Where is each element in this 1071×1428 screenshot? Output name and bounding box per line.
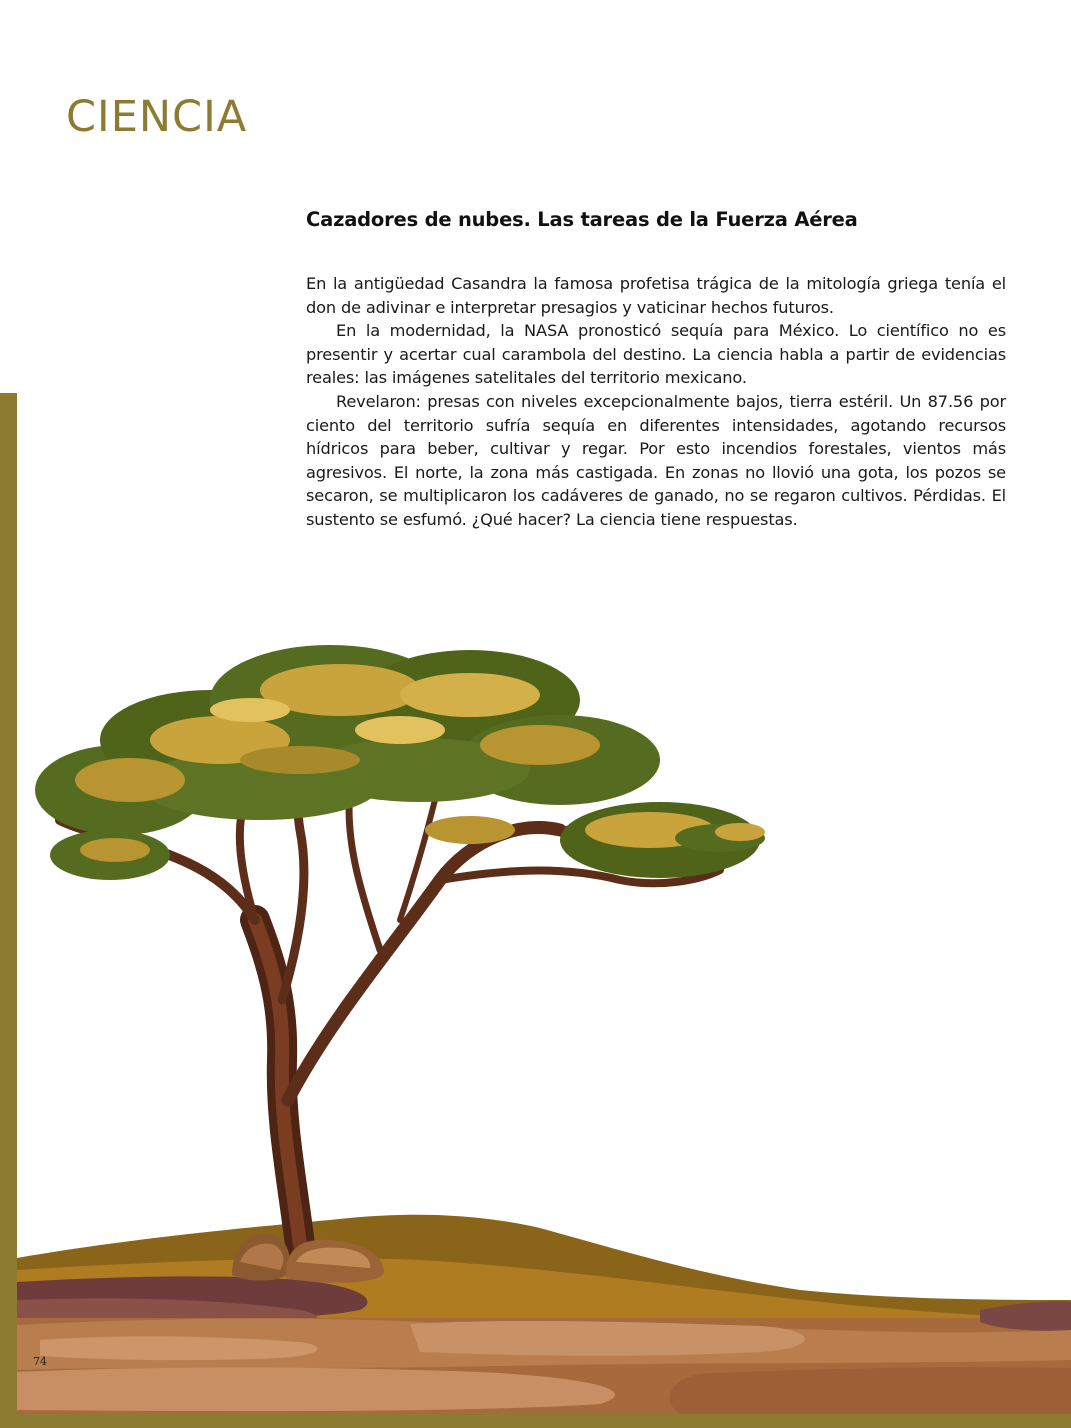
left-accent-bar xyxy=(0,393,17,1428)
article-paragraph: En la modernidad, la NASA pronosticó sequía para México. Lo científico no es presentir y acertar cual carambola del destino. La ciencia habla a partir de evidencias reales: las imágenes satelitales del territorio mexicano. xyxy=(306,321,1006,388)
article-title: Cazadores de nubes. Las tareas de la Fuerza Aérea xyxy=(306,208,858,231)
section-label: CIENCIA xyxy=(66,92,248,142)
bottom-accent-bar xyxy=(0,1414,1071,1428)
article-paragraph: Revelaron: presas con niveles excepcionalmente bajos, tierra estéril. Un 87.56 por ciento del territorio sufría sequía en diferentes intensidades, agotando recursos hídricos para beber, cultivar y regar. Por esto incendios forestales, vientos más agresivos. El norte, la zona más castigada. En zonas no llovió una gota, los pozos se secaron, se multiplicaron los cadáveres de ganado, no se regaron cultivos. Pérdidas. El sustento se esfumó. ¿Qué hacer? La ciencia tiene respuestas. xyxy=(306,391,1006,529)
page-number: 74 xyxy=(33,1355,47,1368)
tree-canopy xyxy=(35,645,765,880)
ground-layers xyxy=(17,1215,1071,1414)
article-paragraph: En la antigüedad Casandra la famosa profetisa trágica de la mitología griega tenía el don de adivinar e interpretar presagios y vaticinar hechos futuros. xyxy=(306,274,1006,317)
